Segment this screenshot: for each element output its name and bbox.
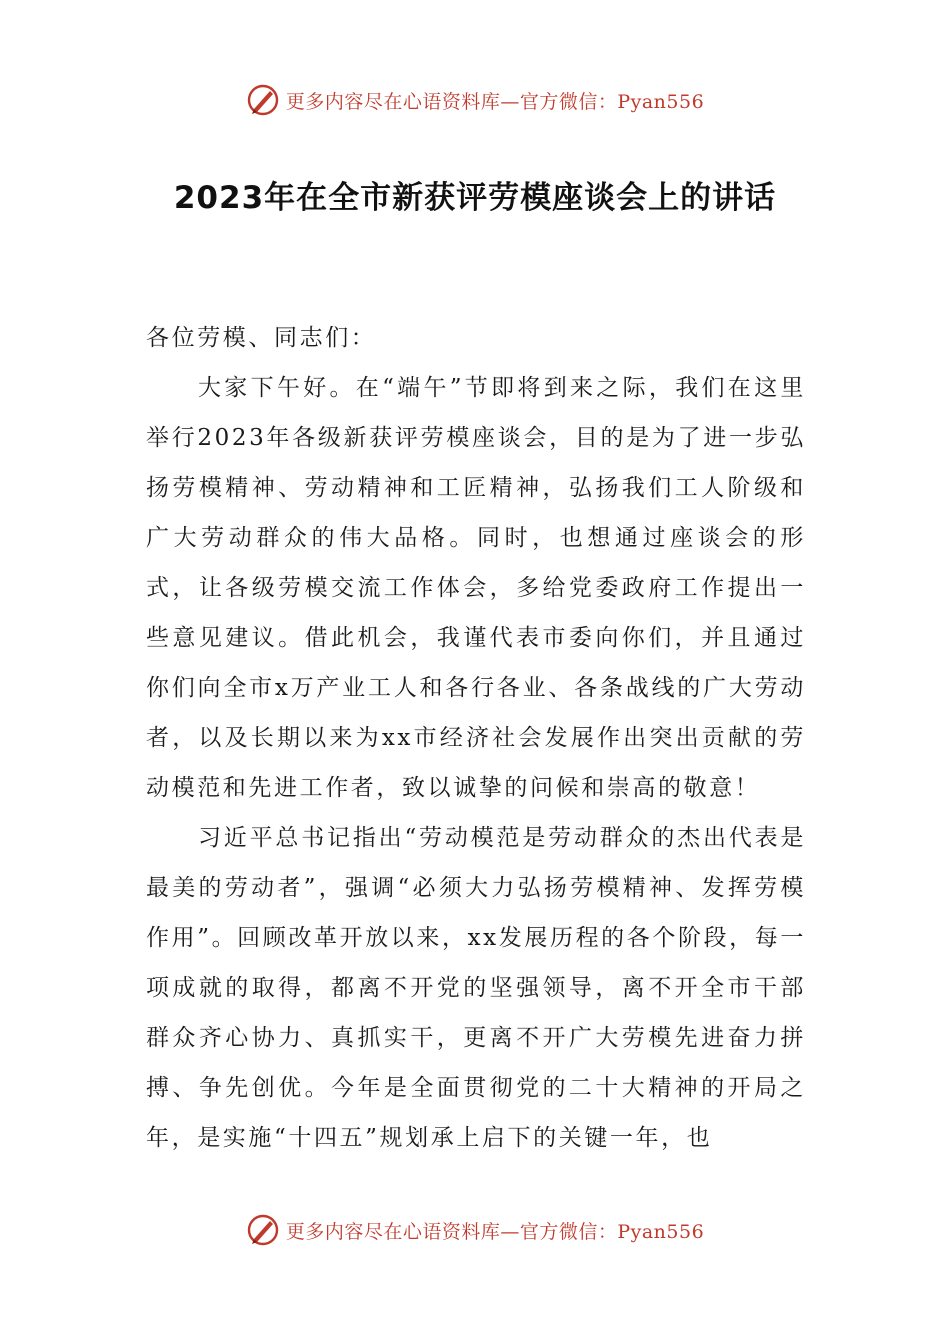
paragraph: 大家下午好。在“端午”节即将到来之际，我们在这里举行2023年各级新获评劳模座谈会，目的是为了进一步弘扬劳模精神、劳动精神和工匠精神，弘扬我们工人阶级和广大劳动群众的伟大品格。同时，也想通过座谈会的形式，让各级劳模交流工作体会，多给党委政府工作提出一些意见建议。借此机会，我谨代表市委向你们，并且通过你们向全市x万产业工人和各行各业、各条战线的广大劳动者，以及长期以来为xx市经济社会发展作出突出贡献的劳动模范和先进工作者，致以诚挚的问候和崇高的敬意！ bbox=[146, 375, 806, 801]
pen-logo-icon bbox=[246, 1213, 280, 1247]
footer-banner bbox=[0, 1210, 950, 1250]
paragraph: 习近平总书记指出“劳动模范是劳动群众的杰出代表是最美的劳动者”，强调“必须大力弘扬劳模精神、发挥劳模作用”。回顾改革开放以来，xx发展历程的各个阶段，每一项成就的取得，都离不开党的坚强领导，离不开全市干部群众齐心协力、真抓实干，更离不开广大劳模先进奋力拼搏、争先创优。今年是全面贯彻党的二十大精神的开局之年，是实施“十四五”规划承上启下的关键一年，也 bbox=[146, 825, 806, 1151]
salutation: 各位劳模、同志们： bbox=[146, 325, 377, 351]
pen-logo-icon bbox=[246, 83, 280, 117]
header-banner bbox=[0, 80, 950, 120]
document-title: 2023年在全市新获评劳模座谈会上的讲话 bbox=[173, 180, 777, 216]
document-body bbox=[146, 313, 806, 1163]
banner-text: 更多内容尽在心语资料库—官方微信：Pyan556 bbox=[285, 90, 705, 113]
banner-text: 更多内容尽在心语资料库—官方微信：Pyan556 bbox=[285, 1220, 705, 1243]
